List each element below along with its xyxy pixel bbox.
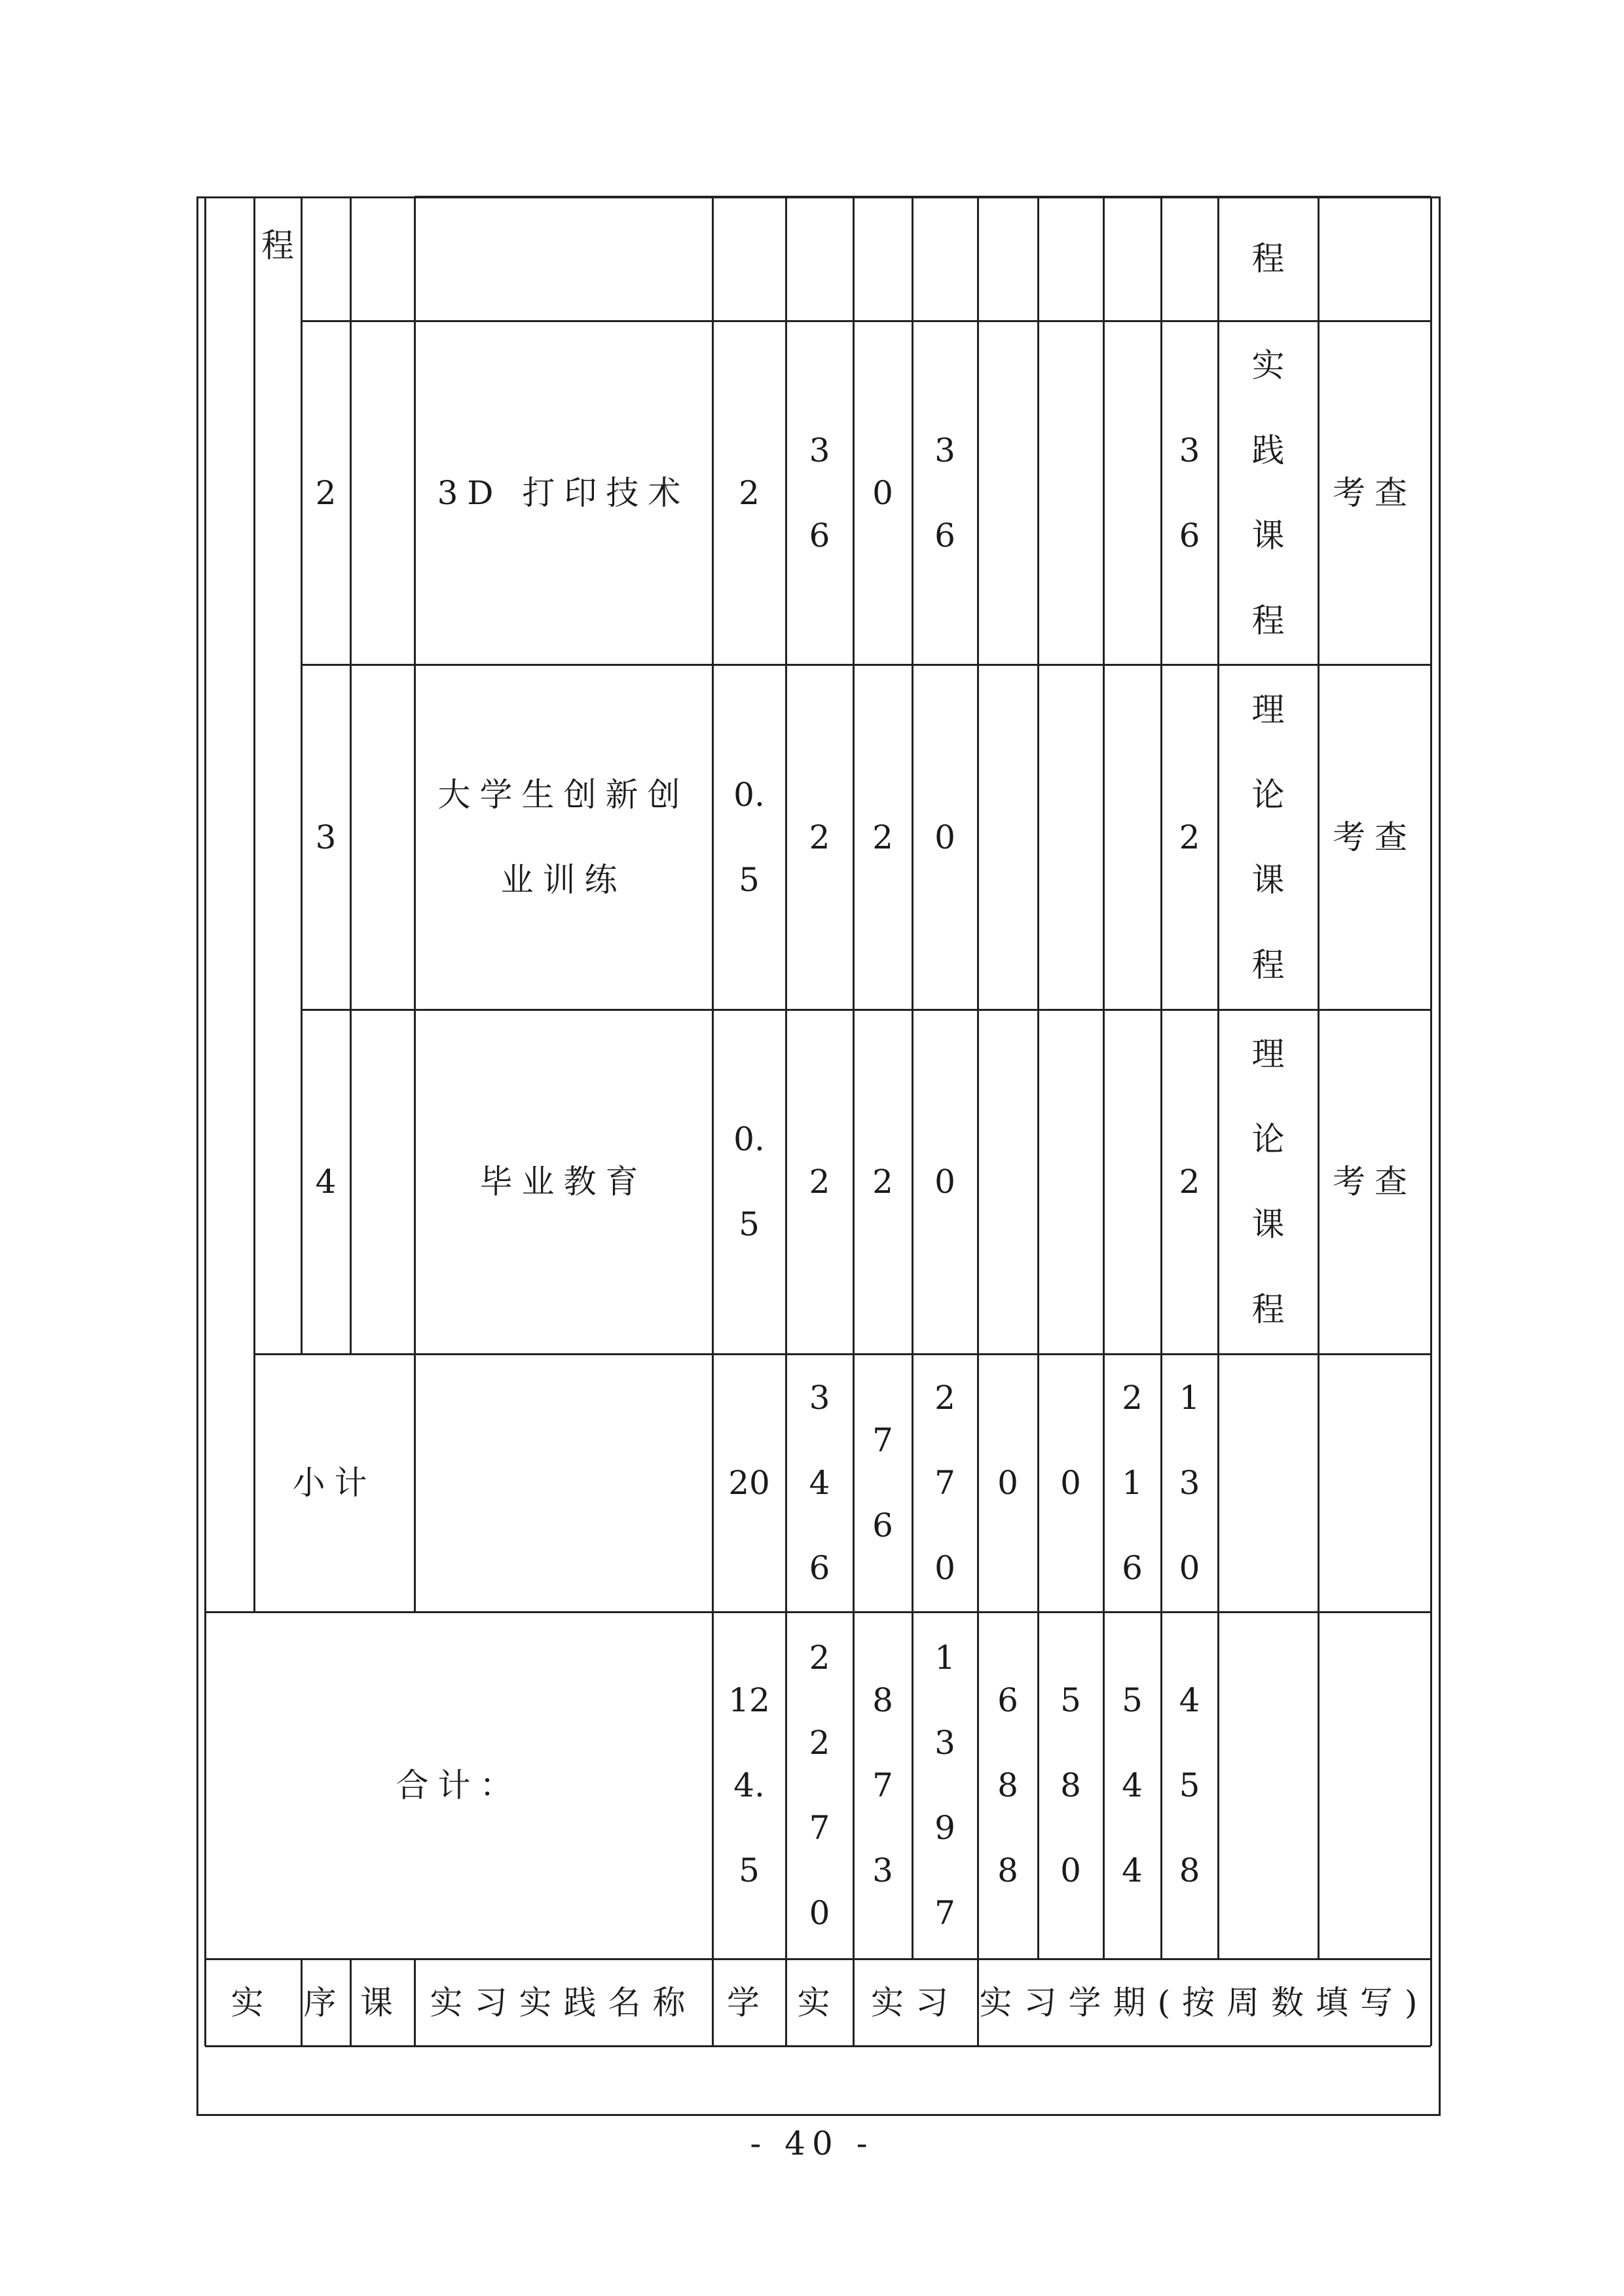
grand-total-s4-line: 5	[1179, 1766, 1200, 1804]
grand-total-s3	[1103, 1612, 1161, 1959]
subtotal-s1	[978, 1354, 1038, 1612]
subtotal-practice-line: 0	[934, 1549, 955, 1587]
grand-total-credits-line: 12	[728, 1681, 770, 1719]
grand-total-s1-line: 8	[997, 1851, 1018, 1889]
cell-s3	[1103, 1010, 1161, 1354]
cell-practice	[912, 321, 978, 665]
subtotal-label: 小计	[292, 1464, 377, 1502]
grand-total-practice-line: 3	[934, 1724, 955, 1762]
cell-s4-line: 2	[1179, 1163, 1200, 1201]
header-course: 课	[360, 1983, 405, 2022]
subtotal-s3	[1103, 1354, 1161, 1612]
subtotal-s4-line: 3	[1179, 1464, 1200, 1502]
subtotal-practice-line: 2	[934, 1379, 955, 1417]
row-number: 3	[315, 818, 337, 856]
header-sequence: 序	[303, 1983, 348, 2022]
cell-practice-line: 0	[934, 1163, 955, 1201]
course-type-cell-line: 程	[1251, 1290, 1285, 1328]
course-type-cell-line: 课	[1251, 1205, 1285, 1243]
grand-total-s1-line: 6	[997, 1681, 1018, 1719]
course-type-cell	[1218, 321, 1318, 665]
grand-total-credits-line: 5	[739, 1851, 760, 1889]
category-label: 程	[261, 227, 294, 264]
subtotal-s4-line: 1	[1179, 1379, 1200, 1417]
cell-s4	[1161, 321, 1218, 665]
course-type-cell-line: 论	[1251, 775, 1285, 814]
grand-total-s3-line: 5	[1122, 1681, 1143, 1719]
subtotal-total-line: 4	[809, 1464, 830, 1502]
cell-total-line: 3	[809, 431, 830, 469]
subtotal-s1-line: 0	[997, 1464, 1018, 1502]
assessment-cell: 考查	[1333, 818, 1416, 856]
cell-s1	[978, 1010, 1038, 1354]
cell-s4	[1161, 1010, 1218, 1354]
subtotal-credits-line: 20	[728, 1464, 770, 1502]
grand-total-theory-line: 8	[872, 1681, 893, 1719]
subtotal-s3-line: 1	[1122, 1464, 1143, 1502]
row-number: 4	[315, 1163, 337, 1201]
grand-total-theory-line: 3	[872, 1851, 893, 1889]
subtotal-credits	[712, 1354, 786, 1612]
subtotal-theory-line: 6	[872, 1506, 893, 1544]
cell-credits-line: 0.	[733, 775, 765, 814]
grand-total-practice-line: 9	[934, 1809, 955, 1847]
grand-total-practice	[912, 1612, 978, 1959]
cell-practice	[912, 1010, 978, 1354]
course-name-line: 大学生创新创	[437, 775, 690, 814]
cell-s2	[1038, 665, 1103, 1010]
subtotal-theory-line: 7	[872, 1421, 893, 1459]
page-number: - 40 -	[750, 2124, 874, 2162]
course-type-cell-line: 程	[1251, 601, 1285, 640]
cell-total	[786, 665, 853, 1010]
grand-total-label: 合计：	[396, 1766, 522, 1804]
grand-total-credits-line: 4.	[733, 1766, 765, 1804]
subtotal-total-line: 6	[809, 1549, 830, 1587]
subtotal-total-line: 3	[809, 1379, 830, 1417]
grand-total-practice-line: 1	[934, 1639, 955, 1677]
grand-total-s1	[978, 1612, 1038, 1959]
cell-s1	[978, 321, 1038, 665]
course-type-cell-line: 课	[1251, 860, 1285, 899]
assessment-cell: 考查	[1333, 473, 1416, 512]
course-type-cell	[1218, 665, 1318, 1010]
cell-practice-line: 3	[934, 431, 955, 469]
cell-credits	[712, 1010, 786, 1354]
course-type-cell-line: 践	[1251, 431, 1285, 469]
header-total: 实	[797, 1983, 842, 2022]
cell-practice	[912, 665, 978, 1010]
cell-total	[786, 1010, 853, 1354]
grand-total-s3-line: 4	[1122, 1851, 1143, 1889]
grand-total-s3-line: 4	[1122, 1766, 1143, 1804]
grand-total-s1-line: 8	[997, 1766, 1018, 1804]
course-name	[415, 665, 712, 1010]
grand-total-s2-line: 8	[1060, 1766, 1081, 1804]
grand-total-total	[786, 1612, 853, 1959]
header-credits: 学	[727, 1983, 771, 2022]
course-type-cell-line: 实	[1251, 346, 1285, 384]
cell-theory	[853, 665, 912, 1010]
cell-credits-line: 5	[739, 860, 760, 899]
cell-theory	[853, 1010, 912, 1354]
grand-total-total-line: 0	[809, 1894, 830, 1932]
grand-total-theory	[853, 1612, 912, 1959]
subtotal-practice-line: 7	[934, 1464, 955, 1502]
cell-credits-line: 0.	[733, 1120, 765, 1158]
cell-theory-line: 2	[872, 1163, 893, 1201]
cell-practice-line: 0	[934, 818, 955, 856]
cell-theory	[853, 321, 912, 665]
course-name-line: 业训练	[500, 860, 627, 899]
course-name	[415, 1010, 712, 1354]
grand-total-practice-line: 7	[934, 1894, 955, 1932]
course-type-cell-line: 理	[1251, 1035, 1285, 1073]
cell-practice-line: 6	[934, 516, 955, 555]
course-type-cell-line: 论	[1251, 1120, 1285, 1158]
course-name-line: 毕业教育	[479, 1163, 648, 1201]
cell-total-line: 2	[809, 818, 830, 856]
cell-s4	[1161, 665, 1218, 1010]
cell-s4-line: 3	[1179, 431, 1200, 469]
subtotal-s2-line: 0	[1060, 1464, 1081, 1502]
cell-theory-line: 0	[872, 473, 893, 512]
cell-s3	[1103, 321, 1161, 665]
cell-total	[786, 321, 853, 665]
grand-total-s2	[1038, 1612, 1103, 1959]
cell-theory-line: 2	[872, 818, 893, 856]
cell-total-line: 6	[809, 516, 830, 555]
course-type-cell-line: 课	[1251, 516, 1285, 555]
cell-s2	[1038, 321, 1103, 665]
cell-credits	[712, 665, 786, 1010]
subtotal-s3-line: 6	[1122, 1549, 1143, 1587]
header-practice-type: 实	[231, 1983, 276, 2022]
cell-credits-line: 2	[739, 473, 760, 512]
grand-total-total-line: 2	[809, 1724, 830, 1762]
course-type-cell: 程	[1251, 240, 1285, 278]
cell-s2	[1038, 1010, 1103, 1354]
subtotal-total	[786, 1354, 853, 1612]
header-semester: 实习学期(按周数填写)	[979, 1983, 1430, 2022]
grand-total-total-line: 7	[809, 1809, 830, 1847]
subtotal-s2	[1038, 1354, 1103, 1612]
course-name	[415, 321, 712, 665]
header-practice: 实习	[871, 1983, 960, 2022]
cell-credits	[712, 321, 786, 665]
subtotal-practice	[912, 1354, 978, 1612]
subtotal-s4	[1161, 1354, 1218, 1612]
cell-s3	[1103, 665, 1161, 1010]
row-number: 2	[315, 473, 337, 512]
course-type-cell-line: 理	[1251, 690, 1285, 729]
grand-total-total-line: 2	[809, 1639, 830, 1677]
header-practice-name: 实习实践名称	[430, 1983, 697, 2022]
cell-credits-line: 5	[739, 1205, 760, 1243]
cell-s4-line: 6	[1179, 516, 1200, 555]
grand-total-credits	[712, 1612, 786, 1959]
course-type-cell-line: 程	[1251, 945, 1285, 984]
cell-s1	[978, 665, 1038, 1010]
subtotal-s3-line: 2	[1122, 1379, 1143, 1417]
grand-total-theory-line: 7	[872, 1766, 893, 1804]
subtotal-s4-line: 0	[1179, 1549, 1200, 1587]
cell-total-line: 2	[809, 1163, 830, 1201]
grand-total-s4-line: 8	[1179, 1851, 1200, 1889]
grand-total-s2-line: 0	[1060, 1851, 1081, 1889]
cell-s4-line: 2	[1179, 818, 1200, 856]
grand-total-s2-line: 5	[1060, 1681, 1081, 1719]
course-type-cell	[1218, 1010, 1318, 1354]
course-name-line: 3D 打印技术	[437, 473, 690, 512]
subtotal-theory	[853, 1354, 912, 1612]
grand-total-s4	[1161, 1612, 1218, 1959]
assessment-cell: 考查	[1333, 1163, 1416, 1201]
grand-total-s4-line: 4	[1179, 1681, 1200, 1719]
